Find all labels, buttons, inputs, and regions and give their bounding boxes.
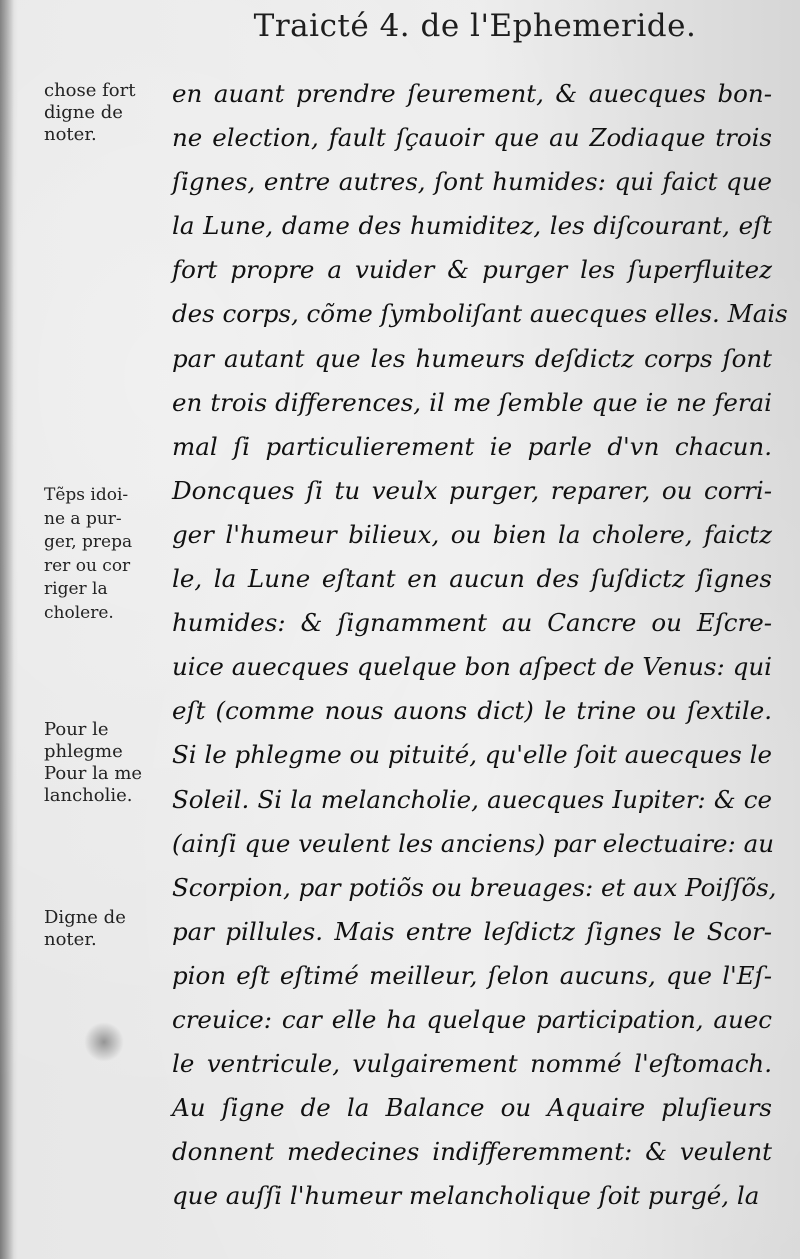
page-gutter-shadow bbox=[0, 0, 14, 1259]
margin-note-digne-de-noter-2: Digne de noter. bbox=[44, 907, 126, 950]
running-header bbox=[0, 8, 800, 44]
text-line: mal ſi particulierement ie parle d'vn chacun. bbox=[172, 431, 772, 461]
text-line: par autant que les humeurs deſdictz corps ſont bbox=[172, 343, 772, 373]
text-line: Doncques ſi tu veulx purger, reparer, ou corri- bbox=[172, 475, 772, 505]
text-line: (ainſi que veulent les anciens) par electuaire: au bbox=[172, 828, 774, 858]
text-line: Soleil. Si la melancholie, auecques Iupiter: & ce bbox=[172, 784, 772, 814]
text-line: Au ſigne de la Balance ou Aquaire pluſieurs bbox=[172, 1093, 772, 1123]
text-line: par pillules. Mais entre leſdictz ſignes le Scor- bbox=[172, 916, 772, 946]
text-line: uice auecques quelque bon aſpect de Venus: qui bbox=[172, 652, 772, 682]
text-line: en trois differences, il me ſemble que ie ne ferai bbox=[172, 387, 772, 417]
text-line: ger l'humeur bilieux, ou bien la cholere, faictz bbox=[172, 519, 772, 549]
text-line: ne election, fault ſçauoir que au Zodiaque trois bbox=[172, 123, 772, 153]
main-text-block bbox=[172, 72, 788, 1218]
text-line: en auant prendre ſeurement, & auecques bon- bbox=[172, 79, 772, 108]
text-line: eſt (comme nous auons dict) le trine ou ſextile. bbox=[172, 696, 772, 726]
ink-stain bbox=[84, 1022, 124, 1062]
margin-note-digne-de-noter: chose fort digne de noter. bbox=[44, 80, 136, 145]
text-line: que auſſi l'humeur melancholique ſoit purgé, la bbox=[172, 1181, 760, 1211]
text-line: creuice: car elle ha quelque participation, auec bbox=[172, 1004, 772, 1034]
text-line: le, la Lune eſtant en aucun des ſuſdictz ſignes bbox=[172, 564, 772, 594]
margin-note-temps-idoine: Tẽps idoi- ne a pur- ger, prepa rer ou cor riger la cholere. bbox=[44, 485, 133, 623]
text-line: Scorpion, par potiõs ou breuages: et aux Poiſſõs, bbox=[172, 872, 777, 902]
page-header-title: Traicté 4. de l'Ephemeride. bbox=[253, 8, 697, 44]
text-line: humides: & ſignamment au Cancre ou Eſcre- bbox=[172, 608, 772, 638]
text-line: fort propre a vuider & purger les ſuperfluitez bbox=[172, 255, 772, 285]
text-line: des corps, cõme ſymboliſant auecques elles. Mais bbox=[172, 299, 788, 329]
text-line: donnent medecines indifferemment: & veulent bbox=[172, 1137, 772, 1167]
text-line: pion eſt eſtimé meilleur, ſelon aucuns, que l'Eſ- bbox=[172, 960, 772, 990]
text-line: la Lune, dame des humiditez, les diſcourant, eſt bbox=[172, 211, 772, 241]
text-line: Si le phlegme ou pituité, qu'elle ſoit auecques le bbox=[172, 740, 772, 770]
margin-note-phlegme-melancholie: Pour le phlegme Pour la me lancholie. bbox=[44, 719, 143, 806]
text-line: le ventricule, vulgairement nommé l'eſtomach. bbox=[172, 1049, 772, 1079]
text-line: ſignes, entre autres, ſont humides: qui faict que bbox=[172, 167, 772, 197]
